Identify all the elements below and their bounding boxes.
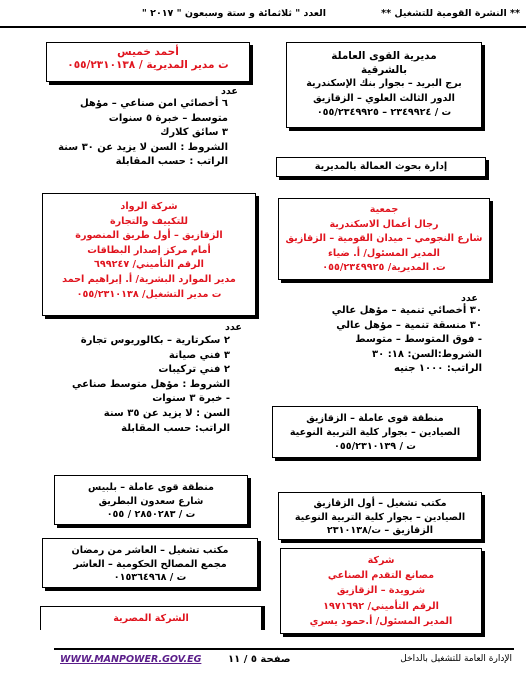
company-manager: المدير المسئول/ أ.حمود يسري bbox=[309, 615, 453, 627]
list-item: ٣ سائق كلارك bbox=[160, 127, 228, 139]
contact-name: أحمد خميس bbox=[117, 46, 179, 58]
zagazig-region-box bbox=[272, 406, 478, 458]
jobs1-count-label: عدد bbox=[220, 86, 238, 97]
page-number: صفحة ٥ / ١١ bbox=[228, 654, 291, 665]
office-phone: ت / ٢٨٥٠٢٨٣ / ٠٥٥ bbox=[106, 509, 196, 520]
belbeis-office-box bbox=[54, 475, 248, 525]
office-phone: ت / ٠١٥٣٦٤٩٦٨ bbox=[113, 572, 187, 583]
office-name: منطقة قوى عاملة – الزقازيق bbox=[306, 413, 444, 424]
company-insurance-number: الرقم التأميني/ ١٩٧١٦٩٢ bbox=[323, 600, 439, 612]
company-name: الشركة المصرية bbox=[113, 613, 189, 624]
association-name: رجال أعمال الاسكندرية bbox=[329, 218, 439, 230]
company-name: شركة الرواد bbox=[120, 201, 178, 212]
office-phone: الزقازيق – ت/٢٣١٠١٣٨ bbox=[326, 525, 434, 536]
tenth-ramadan-office-box bbox=[42, 538, 258, 588]
egyptian-company-box bbox=[40, 606, 262, 630]
list-item: - فوق المتوسط – متوسط bbox=[355, 334, 482, 346]
company-name: مصانع التقدم الصناعي bbox=[327, 570, 435, 582]
list-item: ٢ فني تركيبات bbox=[158, 364, 230, 376]
association-manager: المدير المسئول/ أ. ضياء bbox=[328, 247, 440, 259]
jobs2-count-label: عدد bbox=[224, 322, 242, 333]
jobs3-list bbox=[332, 304, 482, 377]
directorate-floor: الدور الثالث العلوي – الزقازيق bbox=[313, 92, 455, 104]
ahmed-khamis-box bbox=[46, 42, 250, 82]
page-header bbox=[0, 0, 526, 28]
website-link[interactable]: WWW.MANPOWER.GOV.EG bbox=[60, 654, 202, 665]
research-department-box bbox=[276, 157, 486, 177]
issue-number: العدد " ثلاثمائة و ستة وسبعون " ٢٠١٧ " bbox=[141, 8, 326, 19]
company-hr-manager: مدير الموارد البشرية/ أ. إبراهيم احمد bbox=[62, 273, 236, 285]
jobs1-list bbox=[58, 97, 228, 170]
office-name: مكتب تشغيل – العاشر من رمضان bbox=[71, 545, 229, 556]
office-name: منطقة قوى عاملة – بلبيس bbox=[88, 482, 214, 493]
contact-phone: ت مدير المديرية / ٠٥٥/٢٣١٠١٣٨ bbox=[67, 58, 229, 71]
office-address: مجمع المصالح الحكومية – العاشر bbox=[73, 558, 227, 570]
association-address: شارع النجومي – ميدان القومية – الزقازيق bbox=[285, 233, 483, 245]
list-item: ٢ سكرتارية – بكالوريوس تجارة bbox=[80, 335, 230, 346]
association-type: جمعية bbox=[369, 204, 399, 215]
company-landmark: أمام مركز إصدار البطاقات bbox=[87, 244, 211, 256]
department-name: الإدارة العامة للتشغيل بالداخل bbox=[400, 654, 512, 664]
office-name: مكتب تشغيل – أول الزقازيق bbox=[313, 498, 447, 509]
page-footer bbox=[0, 640, 526, 695]
progress-factories-box bbox=[280, 548, 482, 634]
publication-title: ** النشرة القومية للتشغيل ** bbox=[381, 8, 520, 19]
footer-divider bbox=[54, 648, 514, 650]
list-item: متوسط – خبرة ٥ سنوات bbox=[108, 112, 228, 124]
first-zagazig-office-box bbox=[278, 492, 482, 540]
list-item: السن : لا يزيد عن ٣٥ سنة bbox=[103, 407, 230, 419]
company-address: شرويدة – الزقازيق bbox=[336, 585, 426, 597]
company-address: الزقازيق – أول طريق المنصورة bbox=[75, 230, 223, 242]
list-item: - خبرة ٣ سنوات bbox=[152, 393, 230, 405]
company-activity: للتكييف والتجارة bbox=[109, 215, 189, 227]
department-name: إدارة بحوث العمالة بالمديرية bbox=[314, 161, 448, 172]
directorate-region: بالشرقية bbox=[360, 64, 408, 77]
association-phone: ت. المديرية/ ٠٥٥/٢٣٤٩٩٢٥ bbox=[322, 262, 446, 274]
directorate-phone: ت / ٢٣٤٩٩٢٤ – ٠٥٥/٢٣٤٩٩٢٥ bbox=[316, 106, 452, 118]
directorate-box bbox=[286, 42, 482, 128]
directorate-address: برج البريد – بجوار بنك الإسكندرية bbox=[306, 78, 462, 90]
company-type: شركة bbox=[367, 555, 395, 566]
directorate-name: مديرية القوى العاملة bbox=[331, 50, 437, 62]
jobs2-list bbox=[72, 334, 230, 436]
office-address: الصيادين – بجوار كلية التربية النوعية bbox=[289, 427, 461, 438]
jobs3-count-label: عدد bbox=[460, 293, 478, 304]
list-item: الراتب: حسب المقابلة bbox=[121, 422, 230, 434]
company-insurance-number: الرقم التأميني/ ٦٩٩٢٤٧ bbox=[94, 259, 204, 271]
list-item: الشروط:السن: ١٨: ٣٠ bbox=[372, 348, 482, 360]
list-item: ٣ فني صيانة bbox=[168, 349, 230, 361]
list-item: الراتب: ١٠٠٠ جنيه bbox=[394, 363, 482, 375]
office-address: الصيادين – بجوار كلية التربية النوعية bbox=[294, 511, 466, 523]
list-item: الشروط : مؤهل متوسط صناعي bbox=[72, 378, 230, 390]
company-phone: ت مدير التشغيل/ ٠٥٥/٢٣١٠١٣٨ bbox=[76, 288, 222, 300]
list-item: ٣٠ أخصائي تنمية – مؤهل عالي bbox=[331, 305, 482, 316]
list-item: ٣٠ منسقة تنمية – مؤهل عالي bbox=[336, 319, 482, 331]
list-item: الشروط : السن لا يزيد عن ٣٠ سنة bbox=[58, 141, 228, 153]
rowad-company-box bbox=[42, 193, 256, 316]
list-item: ٦ أخصائي امن صناعي – مؤهل bbox=[79, 98, 228, 109]
list-item: الراتب : حسب المقابلة bbox=[115, 156, 228, 168]
association-box bbox=[278, 198, 490, 280]
office-phone: ت / ٠٥٥/٢٣١٠١٣٩ bbox=[334, 441, 416, 452]
office-address: شارع سعدون البطريق bbox=[98, 495, 204, 507]
